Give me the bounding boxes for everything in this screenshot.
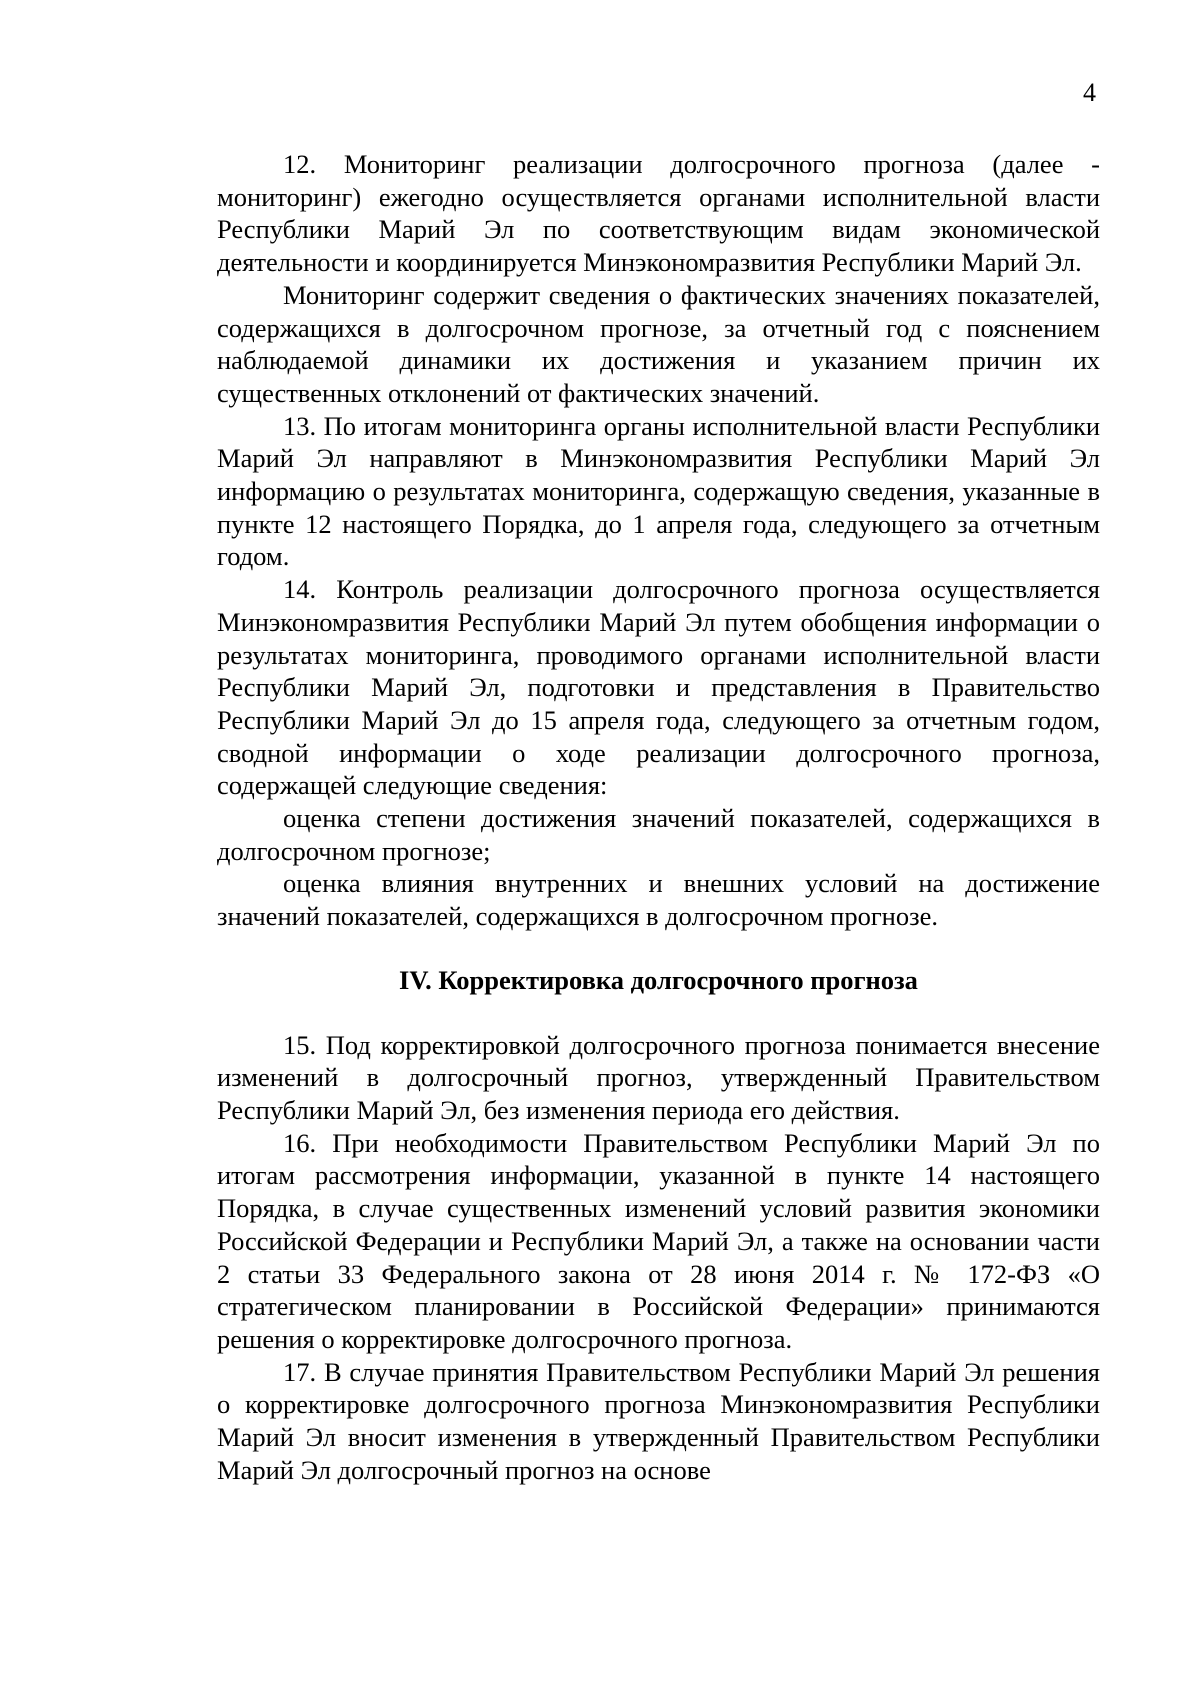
paragraph-16: 16. При необходимости Правительством Республики Марий Эл по итогам рассмотрения информации, указанной в пункте 14 настоящего Порядка, в случае существенных изменений условий развития экономики Российской Федерации и Республики Марий Эл, а также на основании части 2 статьи 33 Федерального закона от 28 июня 2014 г. № 172-ФЗ «О стратегическом планировании в Российской Федерации» принимаются решения о корректировке долгосрочного прогноза. — [217, 1127, 1100, 1354]
paragraph-17: 17. В случае принятия Правительством Республики Марий Эл решения о корректировке долгосрочного прогноза Минэкономразвития Республики Марий Эл вносит изменения в утвержденный Правительством Республики Марий Эл долгосрочный прогноз на основе — [217, 1356, 1100, 1485]
paragraph-13: 13. По итогам мониторинга органы исполнительной власти Республики Марий Эл направляют в Минэкономразвития Республики Марий Эл информацию о результатах мониторинга, содержащую сведения, указанные в пункте 12 настоящего Порядка, до 1 апреля года, следующего за отчетным годом. — [217, 410, 1100, 572]
section-heading: IV. Корректировка долгосрочного прогноза — [399, 964, 918, 995]
document-body — [217, 148, 1100, 1486]
paragraph-12: 12. Мониторинг реализации долгосрочного прогноза (далее - мониторинг) ежегодно осуществляется органами исполнительной власти Республики Марий Эл по соответствующим видам экономической деятельности и координируется Минэкономразвития Республики Марий Эл. — [217, 149, 1100, 278]
paragraph-monitoring-content: Мониторинг содержит сведения о фактических значениях показателей, содержащихся в долгосрочном прогнозе, за отчетный год с пояснением наблюдаемой динамики их достижения и указанием причин их существенных отклонений от фактических значений. — [217, 279, 1100, 408]
paragraph-14-item-2: оценка влияния внутренних и внешних условий на достижение значений показателей, содержащихся в долгосрочном прогнозе. — [217, 868, 1100, 932]
page-number: 4 — [1083, 78, 1096, 107]
paragraph-15: 15. Под корректировкой долгосрочного прогноза понимается внесение изменений в долгосрочный прогноз, утвержденный Правительством Республики Марий Эл, без изменения периода его действия. — [217, 1029, 1100, 1125]
paragraph-14: 14. Контроль реализации долгосрочного прогноза осуществляется Минэкономразвития Республики Марий Эл путем обобщения информации о результатах мониторинга, проводимого органами исполнительной власти Республики Марий Эл, подготовки и представления в Правительство Республики Марий Эл до 15 апреля года, следующего за отчетным годом, сводной информации о ходе реализации долгосрочного прогноза, содержащей следующие сведения: — [217, 574, 1100, 801]
paragraph-14-item-1: оценка степени достижения значений показателей, содержащихся в долгосрочном прогнозе; — [217, 803, 1100, 866]
